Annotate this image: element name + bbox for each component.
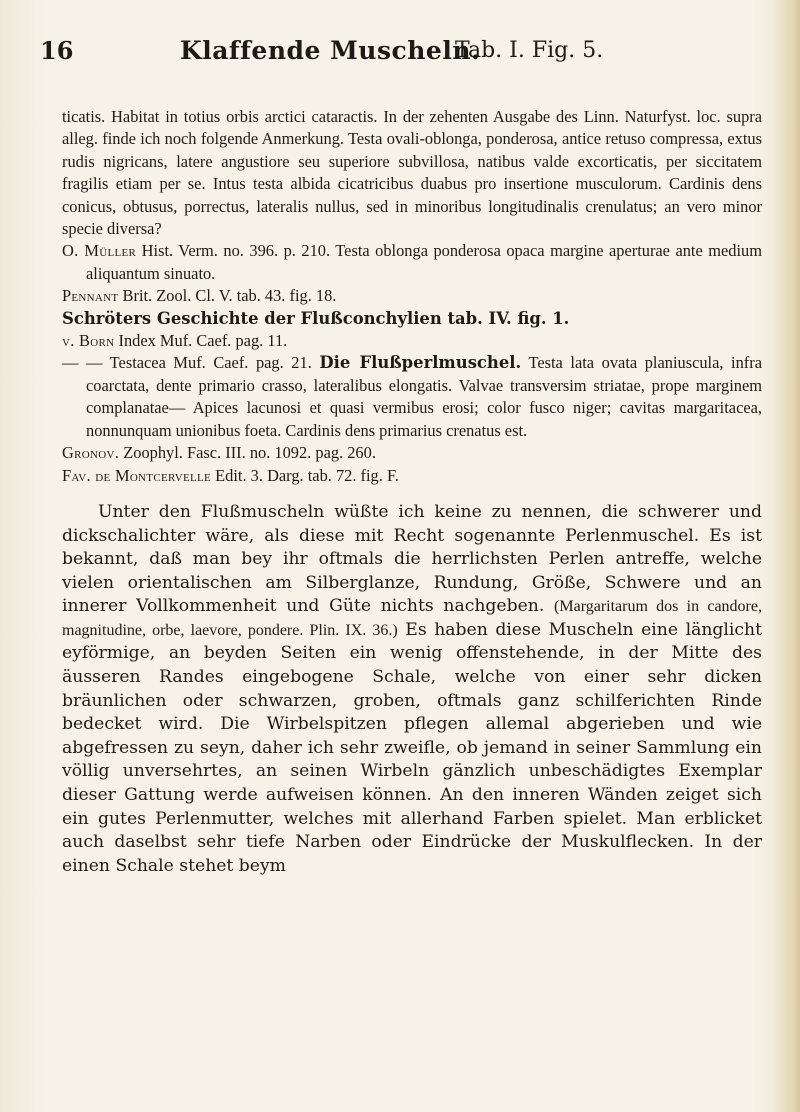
reference-born-testacea-source: Testacea Muf. Caef. pag. 21. bbox=[109, 353, 312, 373]
page-number: 16 bbox=[40, 36, 74, 65]
reference-born-testacea-description: Testa lata ovata planiuscula, infra coarctata, dente primario crasso, lateralibus elongatis. Valvae transversim striatae, prope marginem complanatae— Apices lacunosi et quasi vermibus erosi; color fusco niger; cavitas margaritacea, nonnunquam unionibus foeta. Cardinis dens primarius crenatus est. bbox=[86, 353, 762, 440]
page-edge-shadow bbox=[772, 0, 800, 1112]
author-pennant: Pennant bbox=[62, 286, 119, 306]
page-body bbox=[62, 106, 762, 878]
reference-gronov bbox=[62, 442, 762, 464]
pliny-citation: (Margaritarum dos in candore, magnitudine, orbe, laevore, pondere. Plin. IX. 36.) bbox=[62, 598, 762, 639]
reference-favanne bbox=[62, 465, 762, 487]
reference-muller bbox=[62, 240, 762, 285]
ditto-dash: — — bbox=[62, 353, 103, 373]
page-header bbox=[40, 36, 780, 76]
reference-pennant bbox=[62, 285, 762, 307]
plate-reference: Tab. I. Fig. 5. bbox=[455, 38, 604, 63]
reference-born-text: Index Muf. Caef. pag. 11. bbox=[118, 331, 288, 351]
author-favanne: Fav. de Montcervelle bbox=[62, 465, 212, 485]
reference-born-german-name: Die Flußperlmuschel. bbox=[319, 353, 522, 373]
german-text-part-2: Es haben diese Muscheln eine länglicht eyförmige, an beyden Seiten ein wenig offenstehende, in der Mitte des äusseren Randes eingebogene Schale, welche von einer sehr dicken bräunlichen oder schwarzen, groben, oftmals ganz schilferichten Rinde bedecket wird. Die Wirbelspitzen pflegen allemal abgerieben und wie abgefressen zu seyn, daher ich sehr zweifle, ob jemand in seiner Sammlung ein völlig unversehrtes, an seinen Wirbeln gänzlich unbeschädigtes Exemplar dieser Gattung werde aufweisen können. An den inneren Wänden zeiget sich ein gutes Perlenmutter, welches mit allerhand Farben spielet. Man erblicket auch daselbst sehr tiefe Narben oder Eindrücke der Muskulflecken. In der einen Schale stehet beym bbox=[62, 619, 762, 876]
author-muller: O. Müller bbox=[62, 241, 137, 261]
author-gronov: Gronov. bbox=[62, 443, 120, 463]
reference-born bbox=[62, 330, 762, 352]
author-born: v. Born bbox=[62, 331, 115, 351]
reference-pennant-text: Brit. Zool. Cl. V. tab. 43. fig. 18. bbox=[122, 286, 337, 306]
reference-schroter: Schröters Geschichte der Flußconchylien tab. IV. fig. 1. bbox=[62, 308, 570, 328]
german-text-part-1: Unter den Flußmuscheln wüßte ich keine zu nennen, die schwerer und dickschalichter wäre, als diese mit Recht sogenannte Perlenmuschel. Es ist bekannt, daß man bey ihr oftmals die herrlichsten Perlen antreffe, welche vielen orientalischen am Silberglanze, Rundung, Größe, Schwere und an innerer Vollkommenheit und Güte nichts nachgeben. bbox=[62, 501, 762, 617]
reference-born-testacea bbox=[62, 352, 762, 442]
latin-description-paragraph: ticatis. Habitat in totius orbis arctici cataractis. In der zehenten Ausgabe des Linn. Naturfyst. loc. supra alleg. finde ich noch folgende Anmerkung. Testa ovali-oblonga, ponderosa, antice retuso compressa, extus rudis nigricans, latere angustiore seu superiore subvillosa, natibus valde excorticatis, per siccitatem fragilis etiam per se. Intus testa albida cicatricibus duabus pro insertione musculorum. Cardinis dens conicus, obtusus, porrectus, lateralis nullus, sed in minoribus longitudinalis crenulatus; an vero minor specie diversa? bbox=[62, 107, 762, 239]
reference-muller-text: Hist. Verm. no. 396. p. 210. Testa oblonga ponderosa opaca margine aperturae ante medium aliquantum sinuato. bbox=[86, 241, 762, 283]
reference-gronov-text: Zoophyl. Fasc. III. no. 1092. pag. 260. bbox=[123, 443, 376, 463]
reference-favanne-text: Edit. 3. Darg. tab. 72. fig. F. bbox=[215, 465, 399, 485]
german-description-paragraph bbox=[62, 501, 762, 879]
running-title: Klaffende Muscheln. bbox=[180, 36, 481, 65]
